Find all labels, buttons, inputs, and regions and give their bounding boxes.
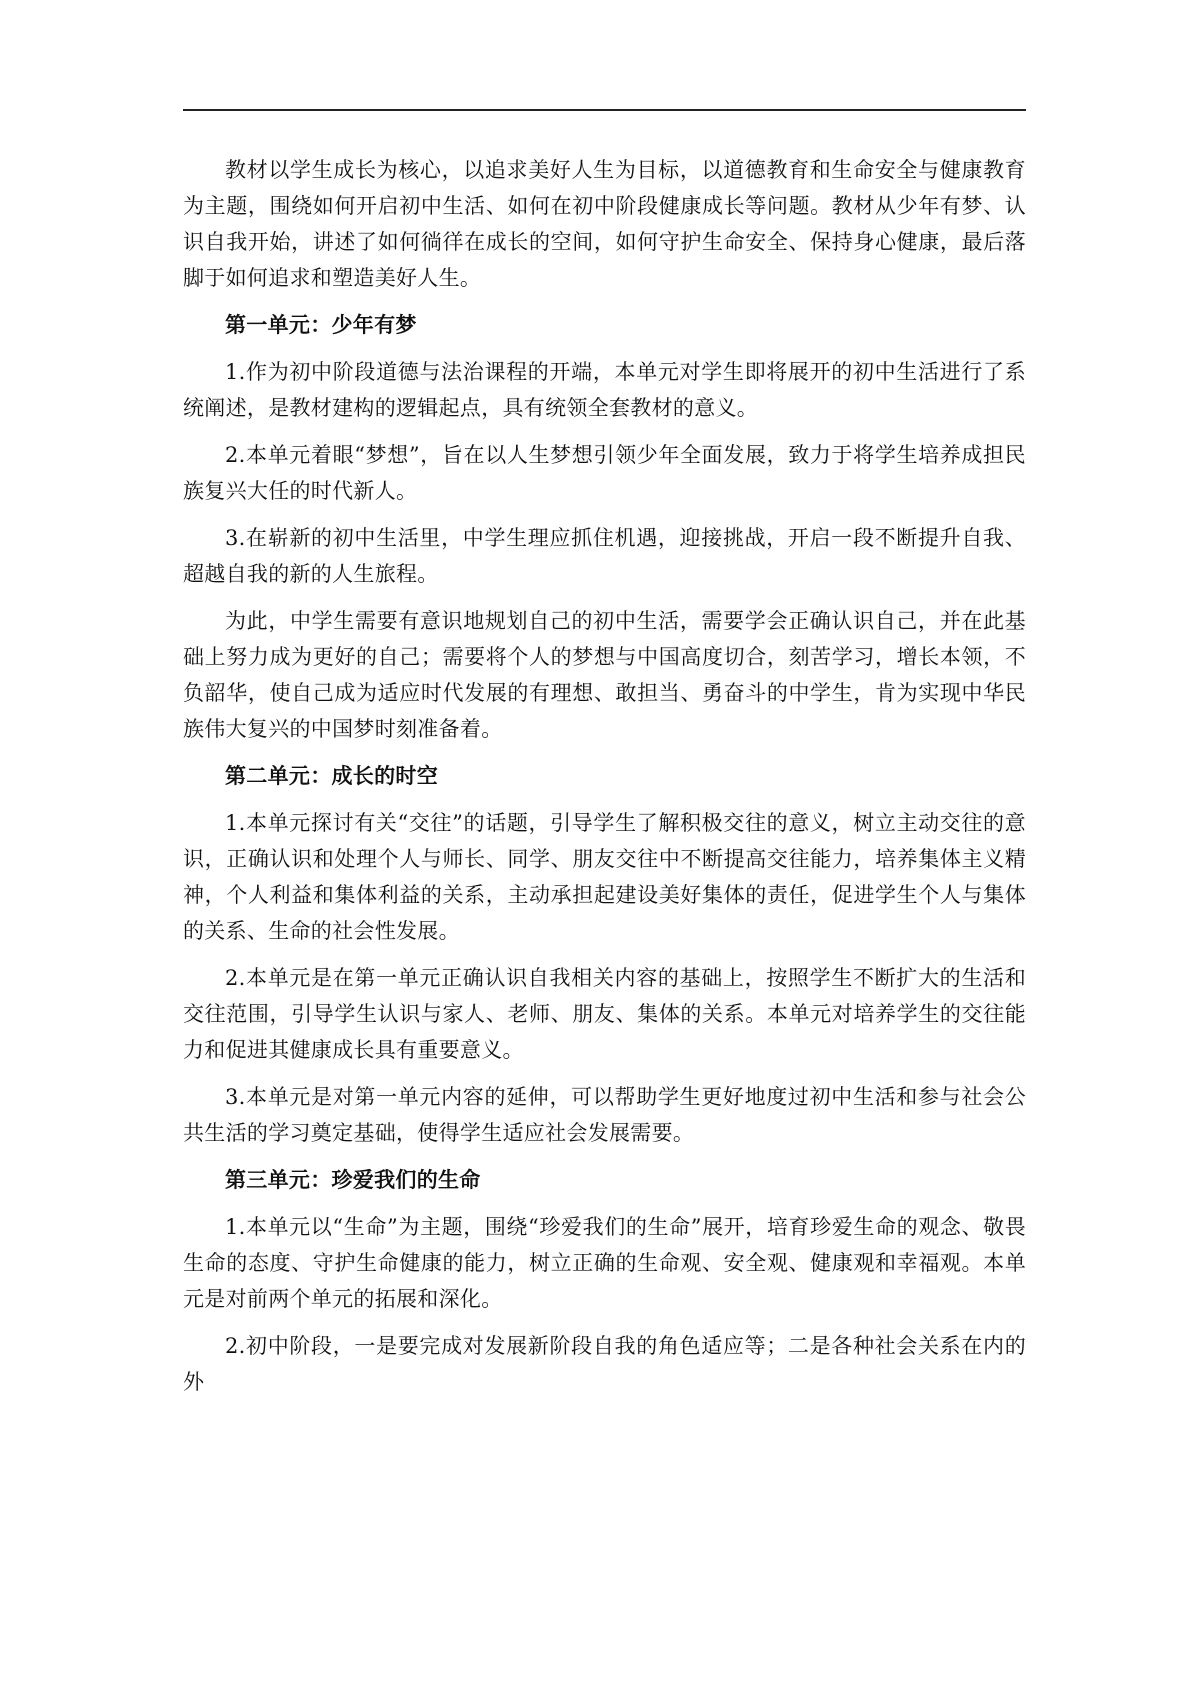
unit3-heading: 第三单元：珍爱我们的生命 [225,1167,481,1192]
unit2-heading: 第二单元：成长的时空 [225,763,438,788]
unit2-paragraph-2: 2.本单元是在第一单元正确认识自我相关内容的基础上，按照学生不断扩大的生活和交往范围，引导学生认识与家人、老师、朋友、集体的关系。本单元对培养学生的交往能力和促进其健康成长具有重要意义。 [183,966,1026,1062]
unit1-paragraph-2: 2.本单元着眼“梦想”，旨在以人生梦想引领少年全面发展，致力于将学生培养成担民族复兴大任的时代新人。 [183,443,1026,503]
unit3-paragraph-2: 2.初中阶段，一是要完成对发展新阶段自我的角色适应等；二是各种社会关系在内的外 [183,1334,1026,1394]
intro-paragraph: 教材以学生成长为核心，以追求美好人生为目标，以道德教育和生命安全与健康教育为主题，围绕如何开启初中生活、如何在初中阶段健康成长等问题。教材从少年有梦、认识自我开始，讲述了如何徜徉在成长的空间，如何守护生命安全、保持身心健康，最后落脚于如何追求和塑造美好人生。 [183,158,1026,290]
unit3-paragraph-1: 1.本单元以“生命”为主题，围绕“珍爱我们的生命”展开，培育珍爱生命的观念、敬畏生命的态度、守护生命健康的能力，树立正确的生命观、安全观、健康观和幸福观。本单元是对前两个单元的拓展和深化。 [183,1215,1026,1311]
unit2-paragraph-3: 3.本单元是对第一单元内容的延伸，可以帮助学生更好地度过初中生活和参与社会公共生活的学习奠定基础，使得学生适应社会发展需要。 [183,1085,1026,1145]
unit2-paragraph-1: 1.本单元探讨有关“交往”的话题，引导学生了解积极交往的意义，树立主动交往的意识，正确认识和处理个人与师长、同学、朋友交往中不断提高交往能力，培养集体主义精神，个人利益和集体利益的关系，主动承担起建设美好集体的责任，促进学生个人与集体的关系、生命的社会性发展。 [183,811,1026,943]
unit1-heading: 第一单元：少年有梦 [225,312,417,337]
unit1-paragraph-3: 3.在崭新的初中生活里，中学生理应抓住机遇，迎接挑战，开启一段不断提升自我、超越自我的新的人生旅程。 [183,526,1026,586]
header-rule [183,109,1026,111]
document-body [183,152,1026,1400]
unit1-paragraph-1: 1.作为初中阶段道德与法治课程的开端，本单元对学生即将展开的初中生活进行了系统阐述，是教材建构的逻辑起点，具有统领全套教材的意义。 [183,360,1026,420]
unit1-paragraph-4: 为此，中学生需要有意识地规划自己的初中生活，需要学会正确认识自己，并在此基础上努力成为更好的自己；需要将个人的梦想与中国高度切合，刻苦学习，增长本领，不负韶华，使自己成为适应时代发展的有理想、敢担当、勇奋斗的中学生，肯为实现中华民族伟大复兴的中国梦时刻准备着。 [183,609,1026,741]
